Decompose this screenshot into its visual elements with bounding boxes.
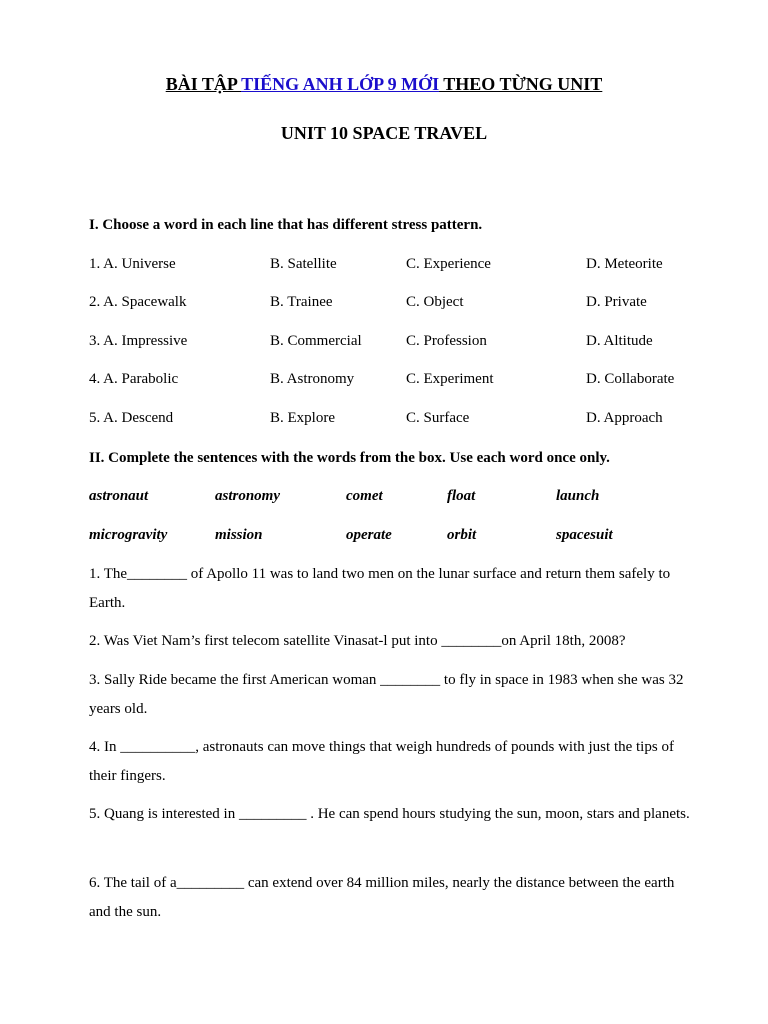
question-row [0,333,768,353]
unit-title: UNIT 10 SPACE TRAVEL [280,123,488,143]
sentence-item: 3. Sally Ride became the first American woman ________ to fly in space in 1983 when she was 32 years old. [89,672,684,717]
option-d: D. Meteorite [586,256,663,272]
title-prefix: BÀI TẬP [165,74,242,94]
option-b: B. Explore [270,410,335,426]
title-suffix: THEO TỪNG UNIT [439,74,603,94]
option-c: C. Profession [406,333,487,349]
section-1-heading: I. Choose a word in each line that has different stress pattern. [89,217,483,233]
option-a: 3. A. Impressive [89,333,188,349]
sentence-item: 2. Was Viet Nam’s first telecom satellite Vinasat-l put into ________on April 18th, 2008? [89,633,626,649]
word-box-item: launch [556,488,600,504]
option-a: 1. A. Universe [89,256,176,272]
word-box-item: operate [346,527,392,543]
option-b: B. Trainee [270,294,333,310]
option-d: D. Approach [586,410,663,426]
sentence-item: 6. The tail of a_________ can extend over 84 million miles, nearly the distance between the earth and the sun. [89,875,675,920]
option-c: C. Experiment [406,371,494,387]
word-box-item: float [447,488,476,504]
option-a: 5. A. Descend [89,410,174,426]
option-c: C. Object [406,294,464,310]
worksheet-title [0,74,768,95]
question-row [0,410,768,430]
word-box-item: astronaut [89,488,149,504]
option-a: 4. A. Parabolic [89,371,179,387]
sentence-item: 1. The________ of Apollo 11 was to land two men on the lunar surface and return them safely to Earth. [89,566,671,611]
option-a: 2. A. Spacewalk [89,294,187,310]
word-box-item: spacesuit [556,527,613,543]
option-d: D. Private [586,294,647,310]
word-box-row [0,527,768,547]
question-row [0,371,768,391]
word-box-item: microgravity [89,527,168,543]
sentence-item: 5. Quang is interested in _________ . He can spend hours studying the sun, moon, stars and planets. [89,806,690,822]
title-link[interactable]: TIẾNG ANH LỚP 9 MỚI [241,74,440,94]
word-box-item: orbit [447,527,477,543]
word-box-item: comet [346,488,383,504]
option-d: D. Altitude [586,333,653,349]
option-b: B. Astronomy [270,371,355,387]
question-row [0,294,768,314]
section-2-heading: II. Complete the sentences with the words from the box. Use each word once only. [89,450,610,466]
option-b: B. Satellite [270,256,337,272]
question-row [0,256,768,276]
option-c: C. Surface [406,410,470,426]
word-box-item: mission [215,527,263,543]
word-box-row [0,488,768,508]
sentence-item: 4. In __________, astronauts can move things that weigh hundreds of pounds with just the tips of their fingers. [89,739,674,784]
option-b: B. Commercial [270,333,362,349]
word-box-item: astronomy [215,488,281,504]
option-d: D. Collaborate [586,371,675,387]
option-c: C. Experience [406,256,491,272]
